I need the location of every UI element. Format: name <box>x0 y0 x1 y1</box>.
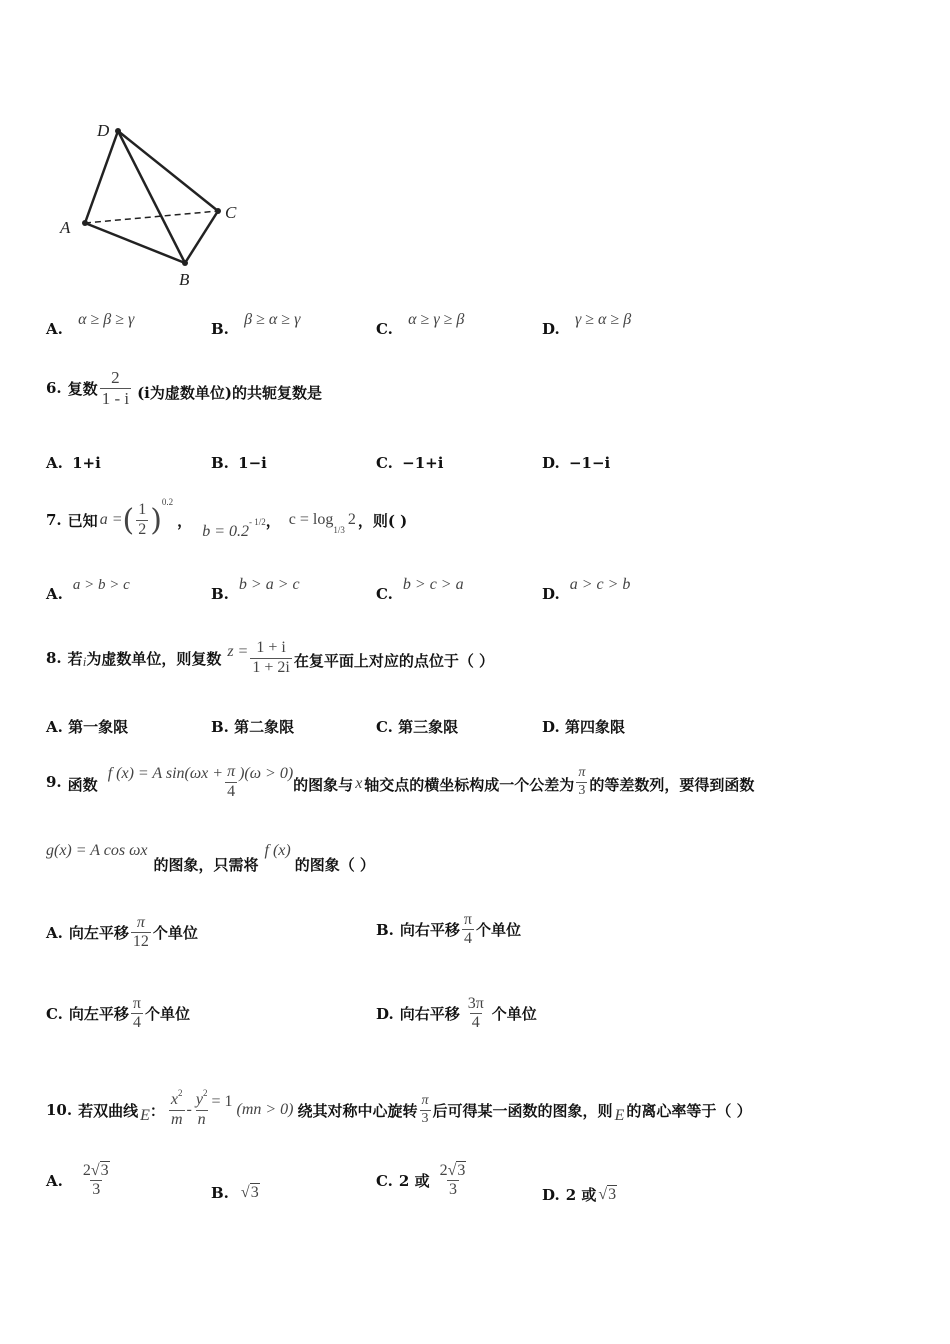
tetrahedron-figure <box>55 118 255 293</box>
q6-option-c[interactable]: C. −1+i <box>376 454 444 472</box>
q6-fraction: $\frac{2}{1 - i}$ <box>101 368 130 408</box>
question-6: 6. 复数 $\frac{2}{1 - i}$ (i为虚数单位)的共轭复数是 <box>46 368 322 408</box>
label-c: C <box>225 203 237 222</box>
q9-option-d[interactable]: D. 向右平移 $\frac{3\pi}{4}$ 个单位 <box>376 995 537 1032</box>
q7-option-c[interactable]: C.b > c > a <box>376 576 464 603</box>
q6-option-b[interactable]: B. 1−i <box>211 454 267 472</box>
q6-option-a[interactable]: A. 1+i <box>46 454 101 472</box>
q9-option-c[interactable]: C. 向左平移 $\frac{\pi}{4}$ 个单位 <box>46 995 191 1032</box>
question-10: 10. 若双曲线 E ： $\frac{x^2}{m}$ - $\frac{y^2}{n}$ = 1 (mn > 0) 绕其对称中心旋转 $\frac{\pi}{3}$ 后可得某一函数的图象，则 E 的离心率等于（ ） <box>46 1088 752 1128</box>
q10-option-d[interactable]: D. 2 或 √3 <box>542 1185 617 1204</box>
q10-option-c[interactable]: C. 2 或 $\frac{2√3}{3}$ <box>376 1162 466 1199</box>
q9-option-a[interactable]: A. 向左平移 $\frac{\pi}{12}$ 个单位 <box>46 914 198 951</box>
q5-option-b[interactable]: B. β ≥ α ≥ γ <box>211 311 301 338</box>
label-b: B <box>179 270 190 289</box>
label-d: D <box>97 121 110 140</box>
q8-option-b[interactable]: B. 第二象限 <box>211 718 295 736</box>
q9-option-b[interactable]: B. 向右平移 $\frac{\pi}{4}$ 个单位 <box>376 911 522 948</box>
question-7: 7. 已知 a = ( $\frac{1}{2}$ ) 0.2 ， b = 0.2 - 1/2 ， c = log 1/3 2 ，则( ) <box>46 497 408 540</box>
q6-option-d[interactable]: D. −1−i <box>542 454 611 472</box>
q10-option-a[interactable]: A. $\frac{2√3}{3}$ <box>46 1162 109 1199</box>
q5-option-a[interactable]: A. α ≥ β ≥ γ <box>46 311 135 338</box>
q7-option-a[interactable]: A. a > b > c <box>46 577 130 603</box>
q5-option-c[interactable]: C. α ≥ γ ≥ β <box>376 311 465 338</box>
question-8: 8. 若 i 为虚数单位，则复数 z = $\frac{1 + i}{1 + 2i}$ 在复平面上对应的点位于（ ） <box>46 639 495 676</box>
label-a: A <box>60 218 71 237</box>
q8-option-d[interactable]: D. 第四象限 <box>542 718 625 736</box>
question-9: 9. 函数 f (x) = A sin(ωx + $\frac{\pi}{4}$ )(ω > 0) 的图象与 x 轴交点的横坐标构成一个公差为 $\frac{\pi}{3}$ 的等差数列，要得到函数 <box>46 763 755 800</box>
q10-option-b[interactable]: B. √3 <box>211 1184 259 1202</box>
q7-option-d[interactable]: D.a > c > b <box>542 576 631 603</box>
q7-option-b[interactable]: B.b > a > c <box>211 576 300 603</box>
q5-option-d[interactable]: D. γ ≥ α ≥ β <box>542 311 632 338</box>
q8-option-c[interactable]: C. 第三象限 <box>376 718 459 736</box>
q8-option-a[interactable]: A. 第一象限 <box>46 718 129 736</box>
question-9-line-2: g(x) = A cos ωx 的图象，只需将 f (x) 的图象（ ） <box>46 841 375 874</box>
